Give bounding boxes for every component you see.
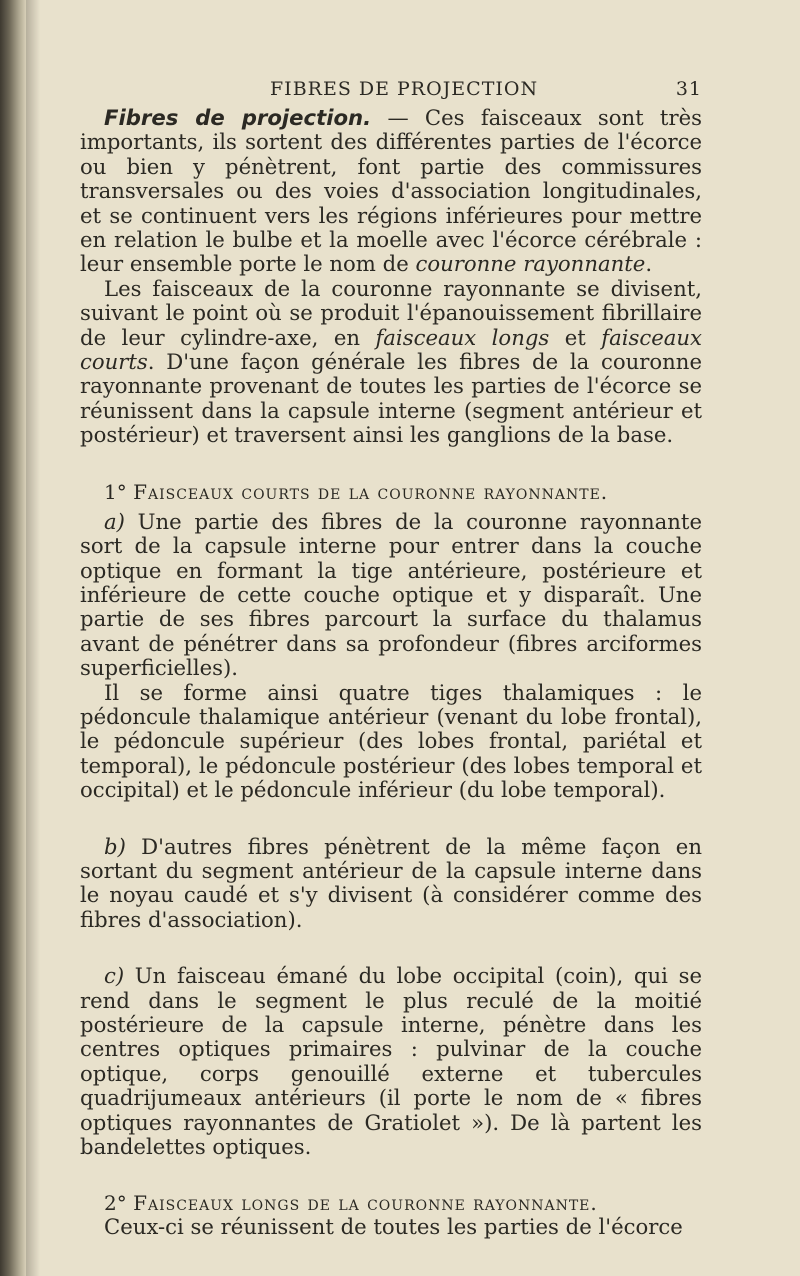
p2-text-a: Les faisceaux de la couronne rayonnante se divisent, suivant le point où se produit l'épanouissement fibrillaire de leur cylindre-axe, en bbox=[80, 275, 702, 350]
gutter-shadow bbox=[26, 0, 40, 1276]
paragraph-c bbox=[80, 964, 702, 1159]
item-label-b: b) bbox=[104, 833, 126, 859]
item-label-a: a) bbox=[104, 508, 125, 534]
p2-text-c: . D'une façon générale les fibres de la couronne rayonnante provenant de toutes les parties de l'écorce se réunissent dans la capsule interne (segment antérieur et postérieur) et traversent ainsi les ganglions de la base. bbox=[80, 349, 702, 448]
item-label-c: c) bbox=[104, 963, 125, 989]
intro-paragraph-2 bbox=[80, 277, 702, 448]
paragraph-b-text: D'autres fibres pénètrent de la même façon en sortant du segment antérieur de la capsule interne dans le noyau caudé et s'y divisent (à considérer comme des fibres d'association). bbox=[80, 833, 702, 932]
section-2-title: Faisceaux longs de la couronne rayonnante. bbox=[133, 1191, 598, 1216]
italic-term-short: faisceaux courts bbox=[80, 324, 702, 375]
section-1-number: 1° bbox=[104, 479, 127, 504]
intro-text: — Ces faisceaux sont très importants, ils sortent des différentes parties de l'écorce ou bien y pénètrent, font partie des commissures transversales ou des voies d'association longitudinales, et se continuent vers les régions inférieures pour mettre en relation le bulbe et la moelle avec l'écorce cérébrale : leur ensemble porte le nom de bbox=[80, 105, 702, 277]
book-page bbox=[80, 72, 702, 1240]
page-number: 31 bbox=[675, 78, 702, 100]
p2-text-b: et bbox=[549, 324, 602, 350]
section-2-number: 2° bbox=[104, 1191, 127, 1216]
paragraph-a-continued: Il se forme ainsi quatre tiges thalamiques : le pédoncule thalamique antérieur (venant du lobe frontal), le pédoncule supérieur (des lobes frontal, pariétal et temporal), le pédoncule postérieur (des lobes temporal et occipital) et le pédoncule inférieur (du lobe temporal). bbox=[80, 679, 702, 803]
intro-text-end: . bbox=[645, 251, 653, 277]
book-spine-edge bbox=[0, 0, 26, 1276]
italic-term: couronne rayonnante bbox=[415, 251, 646, 277]
paragraph-c-text: Un faisceau émané du lobe occipital (coin), qui se rend dans le segment le plus reculé de la moitié postérieure de la capsule interne, pénètre dans les centres optiques primaires : pulvinar de la couche optique, corps genouillé externe et tubercules quadrijumeaux antérieurs (il porte le nom de « fibres optiques rayonnantes de Gratiolet »). De là partent les bandelettes optiques. bbox=[80, 963, 702, 1160]
paragraph-a-text: Une partie des fibres de la couronne rayonnante sort de la capsule interne pour entrer dans la couche optique en formant la tige antérieure, postérieure et inférieure de cette couche optique et y disparaît. Une partie de ses fibres parcourt la surface du thalamus avant de pénétrer dans sa profondeur (fibres arciformes superficielles). bbox=[80, 508, 702, 681]
paragraph-a bbox=[80, 510, 702, 681]
section-lead-title: Fibres de projection. bbox=[104, 105, 372, 130]
running-title: FIBRES DE PROJECTION bbox=[270, 78, 539, 100]
italic-term-long: faisceaux longs bbox=[375, 324, 550, 350]
section-1-title: Faisceaux courts de la couronne rayonnante. bbox=[133, 479, 609, 504]
page-header bbox=[80, 72, 702, 106]
section-2-text: Ceux-ci se réunissent de toutes les parties de l'écorce bbox=[104, 1214, 683, 1240]
section-2-heading bbox=[80, 1191, 702, 1215]
section-1-heading bbox=[80, 480, 702, 504]
paragraph-b bbox=[80, 835, 702, 933]
intro-paragraph-1 bbox=[80, 106, 702, 277]
